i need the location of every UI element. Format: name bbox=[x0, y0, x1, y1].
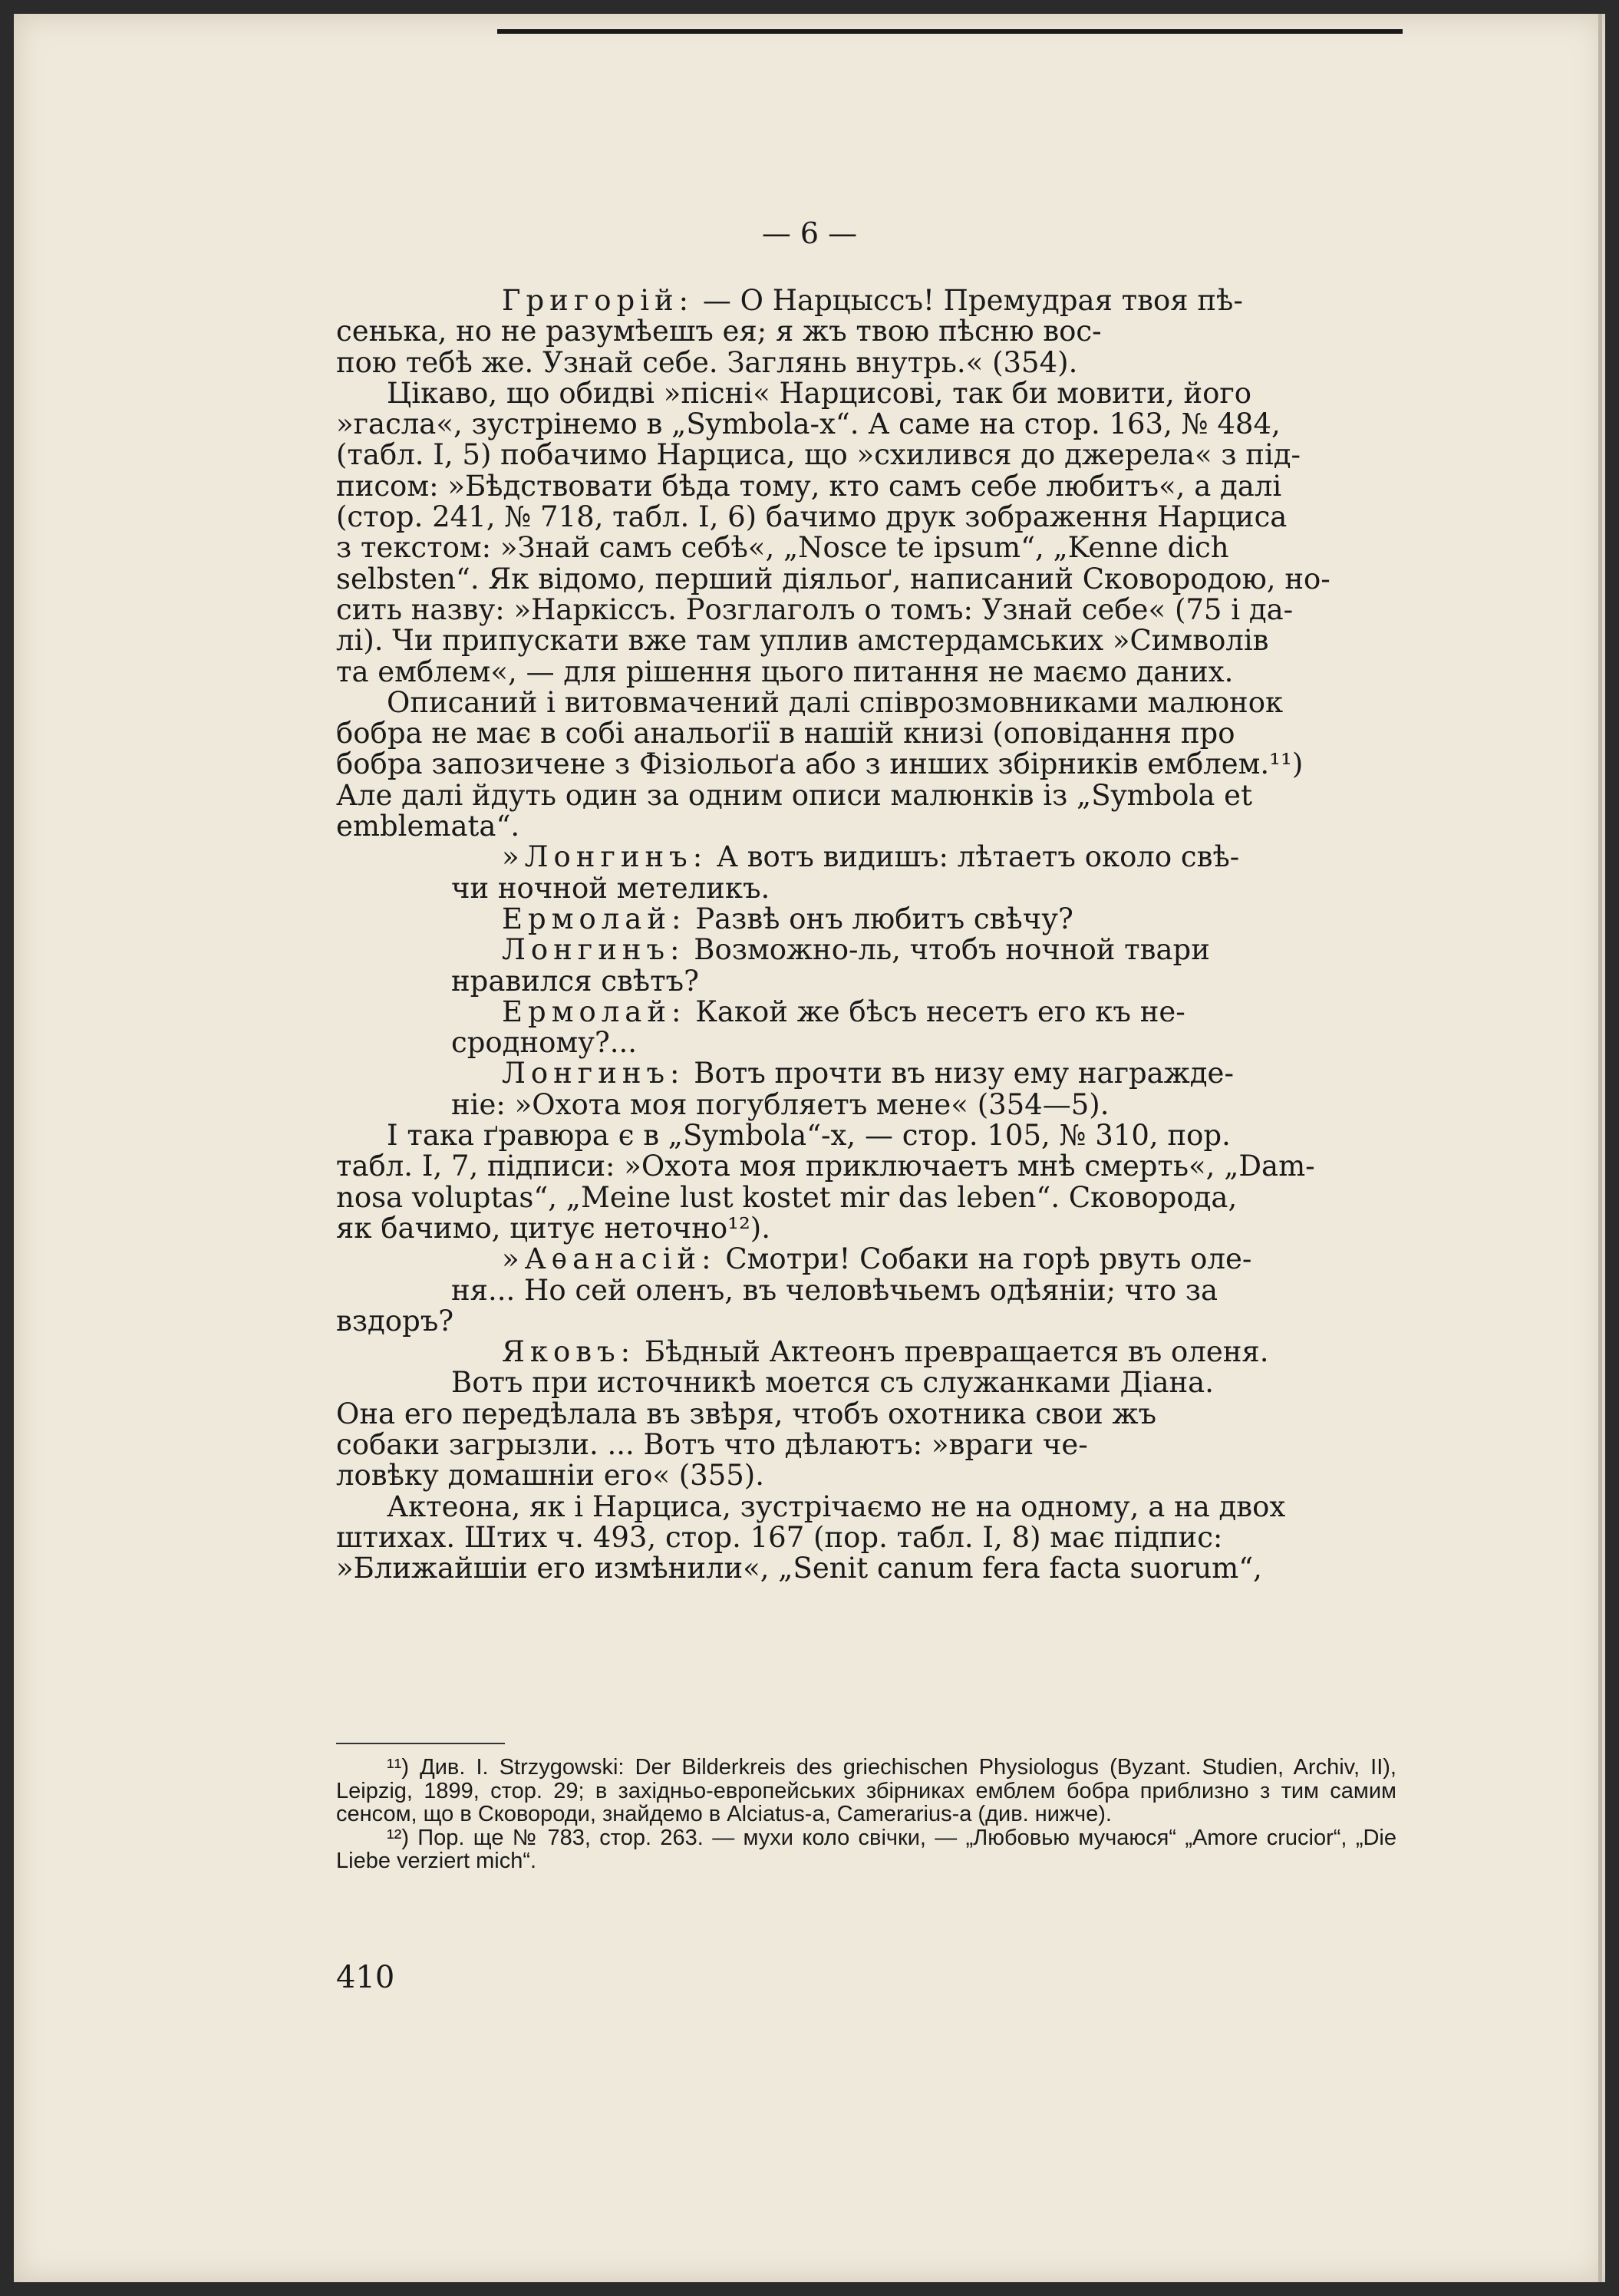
paragraph-engraving bbox=[336, 1120, 1396, 1244]
dialog-text: — О Нарцыссъ! Премудрая твоя пѣ- bbox=[694, 284, 1243, 317]
speaker: Григорій: bbox=[502, 284, 694, 317]
text-line: І така ґравюра є в „Symbola“-х, — стор. 105, № 310, пор. bbox=[387, 1119, 1231, 1153]
dialog-cont: ня... Но сей оленъ, въ человѣчьемъ одѣяніи; что за вздоръ? bbox=[336, 1273, 1218, 1338]
paragraph-narcissus bbox=[336, 378, 1396, 688]
dialog-text: Бѣдный Актеонъ превращается въ оленя. bbox=[635, 1335, 1269, 1369]
text-line: та емблем«, — для рішення цього питання не маємо даних. bbox=[336, 655, 1234, 688]
text-line: Але далі йдуть один за одним описи малюнків із „Symbola et bbox=[336, 778, 1252, 812]
text-line: (стор. 241, № 718, табл. I, 6) бачимо друк зображення Нарциса bbox=[336, 500, 1288, 534]
text-line: сенька, но не разумѣешъ ея; я жъ твою пѣсню вос- bbox=[336, 315, 1102, 348]
speaker: Яковъ: bbox=[502, 1335, 636, 1369]
speaker: »Аѳанасій: bbox=[502, 1242, 717, 1276]
footnote-divider bbox=[336, 1743, 505, 1744]
page-header-number: — 6 — bbox=[761, 216, 858, 250]
text-line: табл. I, 7, підписи: »Охота моя приключаетъ мнѣ смерть«, „Dam- bbox=[336, 1150, 1315, 1183]
text-line: Описаний і витовмачений далі співрозмовниками малюнок bbox=[387, 685, 1284, 719]
dialog-text: Вотъ прочти въ низу ему награжде- bbox=[684, 1057, 1234, 1090]
text-line: сить назву: »Наркіссъ. Розглаголъ о томъ: Узнай себе« (75 і да- bbox=[336, 592, 1294, 626]
dialog-line bbox=[502, 1244, 1396, 1275]
footnote-11: ¹¹) Див. I. Strzygowski: Der Bilderkreis des griechischen Physiologus (Byzant. Studien, Archiv, II), Leipzig, 1899, стор. 29; в західньо-европейських збірниках емблем бобра приблизно з тим самим сенсом, що в Сковороди, знайдемо в Alciatus-a, Camerarius-a (див. нижче). bbox=[336, 1755, 1396, 1826]
text-line: emblemata“. bbox=[336, 810, 520, 843]
text-line: пою тебѣ же. Узнай себе. Заглянь внутрь.« (354). bbox=[336, 345, 1078, 379]
speaker: Ермолай: bbox=[502, 995, 687, 1028]
speaker: »Лонгинъ: bbox=[502, 840, 708, 874]
page-footer-number: 410 bbox=[336, 1960, 395, 1995]
text-line: штихах. Штих ч. 493, стор. 167 (пор. табл. I, 8) має підпис: bbox=[336, 1520, 1223, 1554]
dialog-moth bbox=[336, 842, 1396, 1120]
main-text bbox=[336, 285, 1396, 1584]
right-page-edge bbox=[1598, 14, 1602, 2282]
text-line: бобра не має в собі анальоґії в нашій книзі (оповідання про bbox=[336, 717, 1235, 750]
dialog-line bbox=[502, 935, 1396, 965]
speaker: Ермолай: bbox=[502, 902, 687, 935]
dialog-text: Развѣ онъ любитъ свѣчу? bbox=[686, 902, 1073, 935]
dialog-text: А вотъ видишъ: лѣтаетъ около свѣ- bbox=[707, 840, 1240, 874]
opening-line bbox=[502, 285, 1396, 316]
text-line: Цікаво, що обидві »пісні« Нарцисові, так би мовити, його bbox=[387, 376, 1252, 410]
text-line: selbsten“. Як відомо, перший діяльоґ, написаний Сковородою, но- bbox=[336, 562, 1330, 595]
dialog-cont: Вотъ при источникѣ моется съ служанками Діана. Она его передѣлала въ звѣря, чтобъ охотника свои жъ собаки загрызли. ... Вотъ что дѣлаютъ: »враги че- ловѣку домашніи его« (355). bbox=[336, 1366, 1214, 1493]
text-line: бобра запозичене з Фізіольоґа або з инших збірників емблем.¹¹) bbox=[336, 747, 1304, 781]
footnote-12: ¹²) Пор. ще № 783, стор. 263. — мухи коло свічки, — „Любовью мучаюся“ „Amore crucior“, „Die Liebe verziert mich“. bbox=[336, 1825, 1396, 1873]
dialog-line bbox=[502, 904, 1396, 935]
dialog-text: Возможно-ль, чтобъ ночной твари bbox=[684, 933, 1210, 967]
footnotes bbox=[336, 1756, 1396, 1873]
text-line: з текстом: »Знай самъ себѣ«, „Nosce te ipsum“, „Kenne dich bbox=[336, 531, 1229, 565]
text-line: писом: »Бѣдствовати бѣда тому, кто самъ себе любитъ«, а далі bbox=[336, 469, 1282, 503]
text-line: Актеона, як і Нарциса, зустрічаємо не на одному, а на двох bbox=[387, 1489, 1286, 1523]
speaker: Лонгинъ: bbox=[502, 1057, 685, 1090]
dialog-actaeon bbox=[336, 1244, 1396, 1491]
dialog-line bbox=[502, 1337, 1396, 1367]
dialog-line bbox=[502, 1058, 1396, 1089]
dialog-text: Какой же бѣсъ несетъ его къ не- bbox=[686, 995, 1185, 1028]
paragraph-actaeon bbox=[336, 1489, 1396, 1585]
text-line: (табл. I, 5) побачимо Нарциса, що »схилився до джерела« з під- bbox=[336, 438, 1301, 472]
dialog-cont: сродному?... bbox=[451, 1026, 638, 1060]
dialog-cont: ніе: »Охота моя погубляетъ мене« (354—5). bbox=[451, 1087, 1110, 1121]
text-line: як бачимо, цитує неточно¹²). bbox=[336, 1211, 771, 1245]
dialog-cont: нравился свѣтъ? bbox=[451, 964, 699, 998]
dialog-cont: чи ночной метеликъ. bbox=[451, 871, 770, 905]
text-line: лі). Чи припускати вже там уплив амстердамських »Символів bbox=[336, 624, 1269, 658]
text-line: nosa voluptas“, „Meine lust kostet mir das leben“. Сковорода, bbox=[336, 1180, 1238, 1214]
dialog-text: Смотри! Собаки на горѣ рвуть оле- bbox=[716, 1242, 1252, 1276]
speaker: Лонгинъ: bbox=[502, 933, 685, 967]
dialog-line bbox=[502, 842, 1396, 873]
top-edge-line bbox=[497, 29, 1403, 34]
dialog-line bbox=[502, 997, 1396, 1028]
paragraph-beaver bbox=[336, 685, 1396, 843]
text-line: »гасла«, зустрінемо в „Symbola-х“. А саме на стор. 163, № 484, bbox=[336, 407, 1281, 441]
text-line: »Ближайшіи его измѣнили«, „Senit canum fera facta suorum“, bbox=[336, 1552, 1262, 1585]
